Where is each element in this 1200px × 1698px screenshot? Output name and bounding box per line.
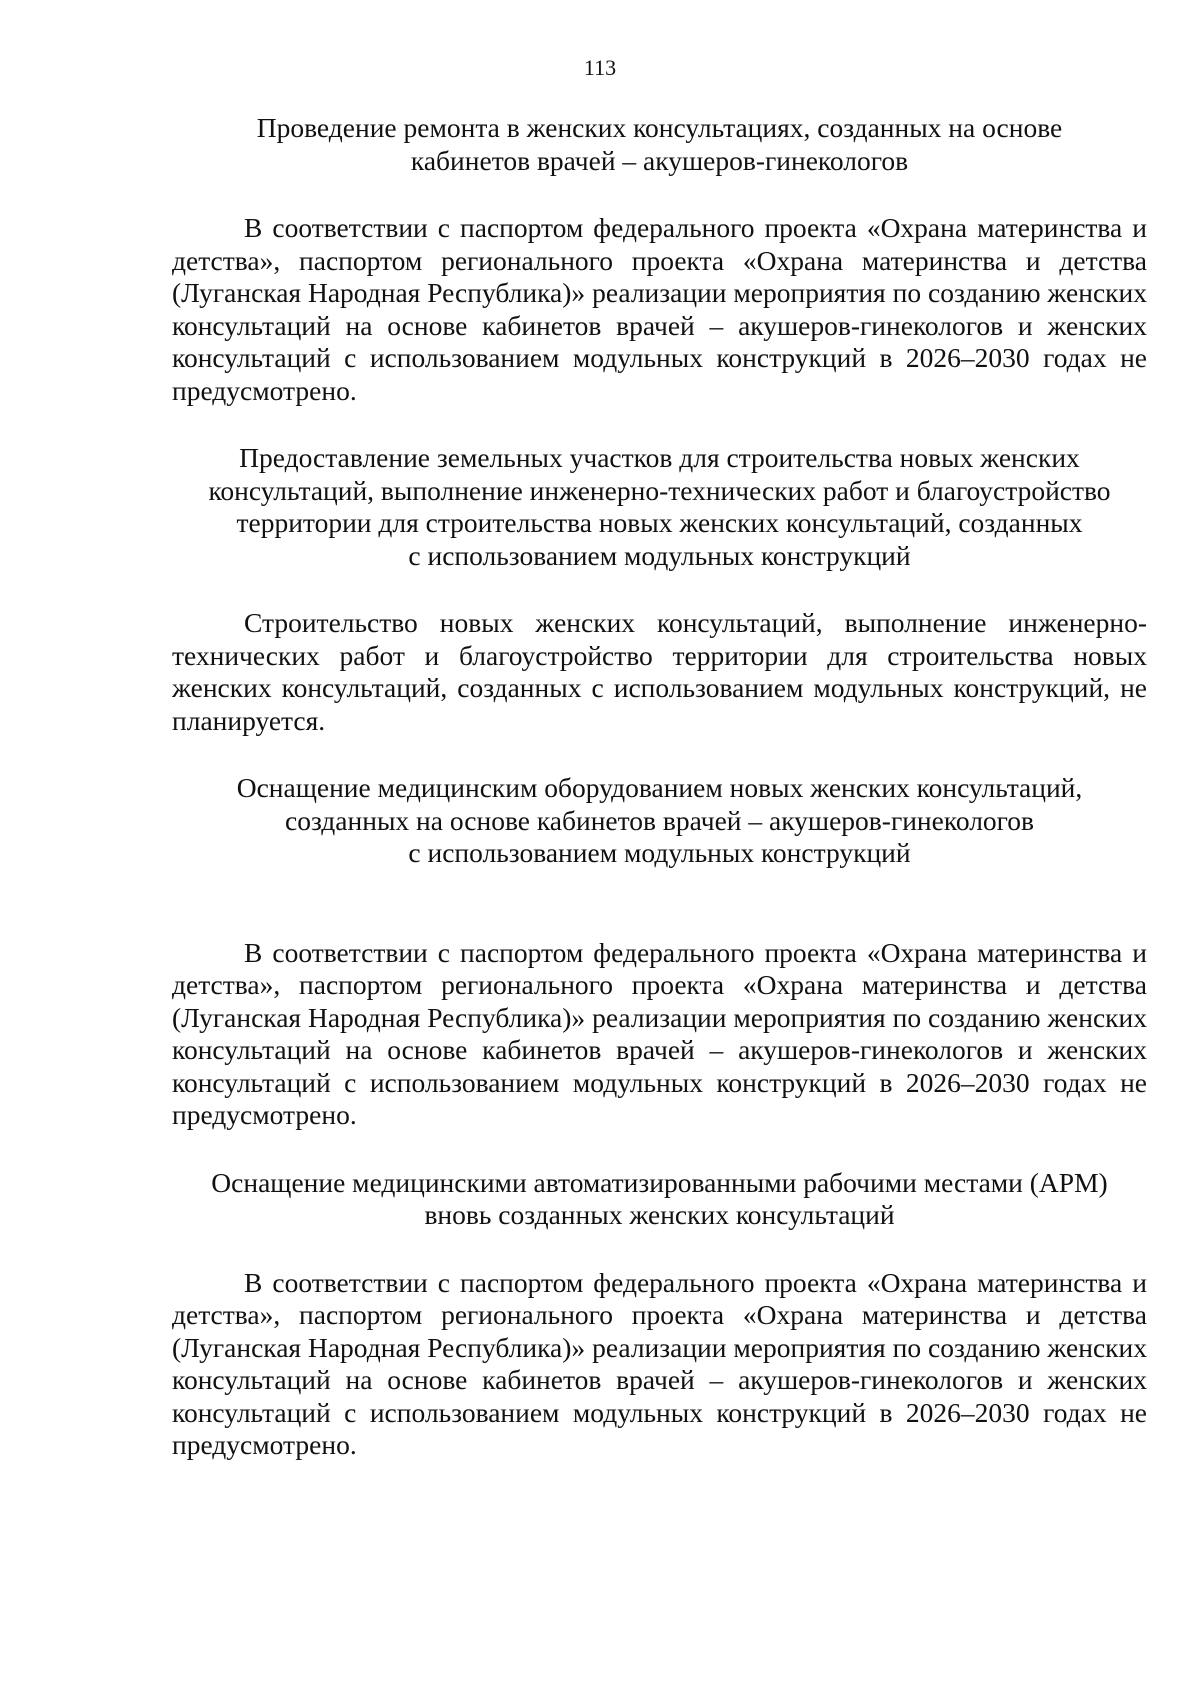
heading-line: Оснащение медицинским оборудованием новых женских консультаций, xyxy=(236,772,1083,803)
heading-line: Оснащение медицинскими автоматизированными рабочими местами (АРМ) xyxy=(211,1166,1108,1198)
section-heading xyxy=(172,442,1147,572)
section-heading xyxy=(172,112,1147,177)
section-paragraph: Строительство новых женских консультаций, выполнение инженерно-технических работ и благоустройство территории для строительства новых женских консультаций, созданных с использованием модульных конструкций, не планируется. xyxy=(172,607,1147,736)
heading-line: Проведение ремонта в женских консультациях, созданных на основе xyxy=(256,112,1063,143)
heading-line: с использованием модульных конструкций xyxy=(408,539,911,571)
section-heading xyxy=(172,772,1147,870)
heading-line: созданных на основе кабинетов врачей – акушеров-гинекологов xyxy=(284,804,1035,836)
heading-line: с использованием модульных конструкций xyxy=(408,837,911,868)
heading-line: территории для строительства новых женских консультаций, созданных xyxy=(236,507,1083,538)
document-body xyxy=(172,112,1147,1462)
section-paragraph: В соответствии с паспортом федерального проекта «Охрана материнства и детства», паспортом регионального проекта «Охрана материнства и детства (Луганская Народная Республика)» реализации мероприятия по созданию женских консультаций на основе кабинетов врачей – акушеров-гинекологов и женских консультаций с использованием модульных конструкций в 2026–2030 годах не предусмотрено. xyxy=(172,212,1147,406)
section-heading xyxy=(172,1167,1147,1232)
page-number: 113 xyxy=(583,55,617,80)
heading-line: Предоставление земельных участков для строительства новых женских xyxy=(239,442,1080,473)
heading-line: кабинетов врачей – акушеров-гинекологов xyxy=(410,144,909,176)
heading-line: вновь созданных женских консультаций xyxy=(424,1199,895,1230)
section-paragraph: В соответствии с паспортом федерального проекта «Охрана материнства и детства», паспортом регионального проекта «Охрана материнства и детства (Луганская Народная Республика)» реализации мероприятия по созданию женских консультаций на основе кабинетов врачей – акушеров-гинекологов и женских консультаций с использованием модульных конструкций в 2026–2030 годах не предусмотрено. xyxy=(172,936,1147,1130)
section-paragraph: В соответствии с паспортом федерального проекта «Охрана материнства и детства», паспортом регионального проекта «Охрана материнства и детства (Луганская Народная Республика)» реализации мероприятия по созданию женских консультаций на основе кабинетов врачей – акушеров-гинекологов и женских консультаций с использованием модульных конструкций в 2026–2030 годах не предусмотрено. xyxy=(172,1266,1147,1460)
heading-line: консультаций, выполнение инженерно-технических работ и благоустройство xyxy=(208,474,1111,506)
